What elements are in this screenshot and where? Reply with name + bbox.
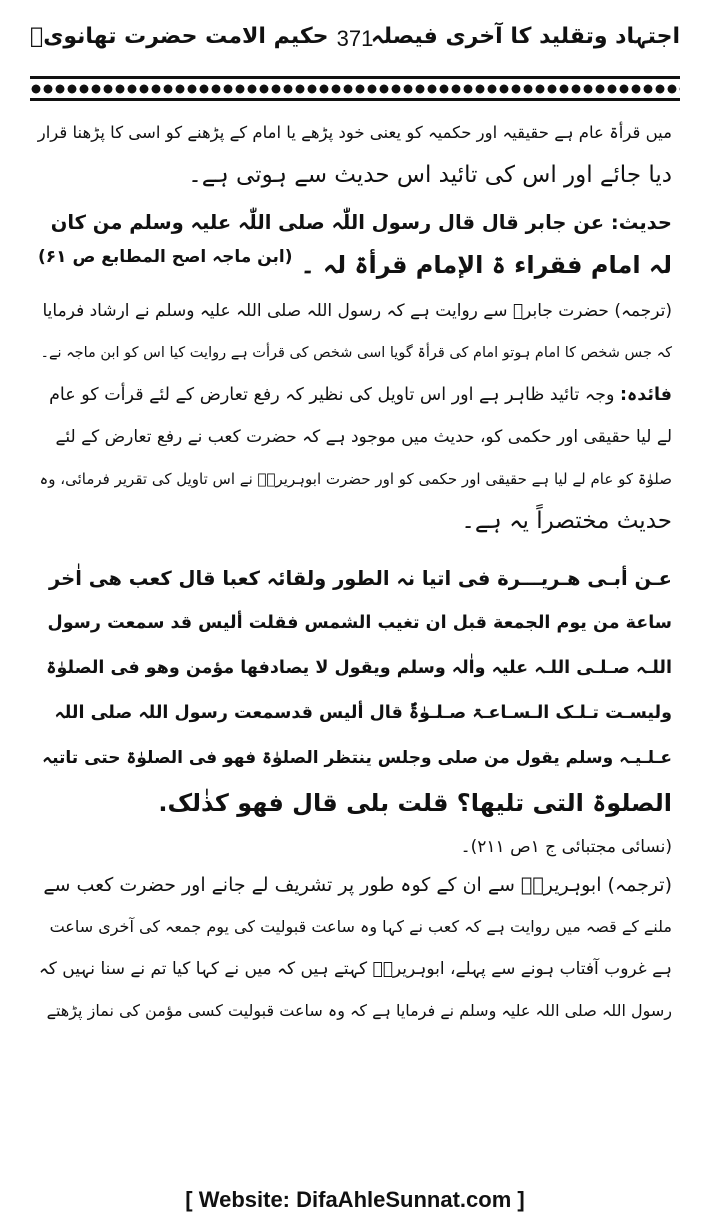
hadith-line: الصلوۃ التی تلیھا؟ قلت بلی قال فھو کذٰلک. bbox=[158, 789, 672, 817]
hadith-text: عن جابر قال قال رسول اللّٰہ صلی اللّٰہ علیہ وسلم من کان bbox=[50, 211, 605, 234]
website-footer: [ Website: DifaAhleSunnat.com ] bbox=[185, 1187, 525, 1212]
hadith-line: عـن أبـی هـریـــرة فی اتیا نہ الطور ولقائہ کعبا قال کعب ھی اٰخر bbox=[49, 567, 672, 590]
hadith-line: ولیسـت تـلـک الـسـاعـۃ صـلـوٰۃٌ قال ألیس قدسمعت رسول اللہ صلی اللہ bbox=[54, 703, 672, 723]
hadith-reference: (نسائی مجتبائی ج ۱ص ۲۱۱)۔ bbox=[460, 837, 672, 857]
text-line: ملنے کے قصہ میں روایت ہے کہ کعب نے کہا وہ ساعت قبولیت کی یوم جمعہ کی آخری ساعت bbox=[49, 917, 672, 936]
chapter-title: اجتہاد وتقلید کا آخری فیصلہ bbox=[370, 24, 680, 49]
hadith-label: حدیث: bbox=[610, 211, 672, 234]
header-ornament-divider bbox=[30, 76, 680, 102]
text-line: کہ جس شخص کا امام ہوتو امام کی قرأۃ گویا اسی شخص کی قرأت ہے روایت کیا اس کو ابن ماجہ نے۔ bbox=[40, 345, 672, 361]
hadith-line: عـلـیـہ وسلم یقول من صلی وجلس ینتظر الصلوٰۃ فھو فی الصلوٰۃ حتی تاتیہ bbox=[42, 748, 672, 768]
hadith-line: ساعة من یوم الجمعة قبل ان تغیب الشمس فقلت ألیس قد سمعت رسول bbox=[47, 613, 672, 633]
hadith-reference: (ابن ماجہ اصح المطابع ص ۶۱) bbox=[38, 247, 293, 267]
faida-line bbox=[38, 374, 672, 416]
page-body bbox=[38, 112, 672, 1032]
text-line: (ترجمہ) حضرت جابرؓ سے روایت ہے کہ رسول اللہ صلی اللہ علیہ وسلم نے ارشاد فرمایا bbox=[42, 301, 672, 321]
text-line: میں قرأۃ عام ہے حقیقیہ اور حکمیہ کو یعنی خود پڑھے یا امام کے پڑھنے کو اسی کا پڑھنا قرار bbox=[37, 123, 672, 142]
text-line: ہے غروب آفتاب ہونے سے پہلے، ابوہریرہؓ کہتے ہیں کہ میں نے کہا کیا تم نے سنا نہیں کہ bbox=[38, 959, 672, 979]
hadith-text: لہ امام فقراء ۃ الإمام قرأۃ لہ ۔ bbox=[300, 251, 672, 279]
page-number: 371 bbox=[336, 26, 374, 51]
hadith-line: اللـہ صـلـی اللـہ علیہ واٰلہ وسلم ویقول لا یصادفھا مؤمن وھو فی الصلوٰۃ bbox=[46, 658, 672, 678]
text-line: دیا جائے اور اس کی تائید اس حدیث سے ہوتی ہے۔ bbox=[188, 162, 672, 188]
hadith-line bbox=[38, 244, 672, 286]
faida-label: فائدہ: bbox=[620, 385, 672, 405]
faida-text: وجہ تائید ظاہر ہے اور اس تاویل کی نظیر کہ رفع تعارض کے لئے قرأت کو عام bbox=[49, 385, 615, 405]
text-line: لے لیا حقیقی اور حکمی کو، حدیث میں موجود ہے کہ حضرت کعب نے رفع تعارض کے لئے bbox=[55, 427, 672, 447]
page-header bbox=[30, 10, 680, 62]
text-line: حدیث مختصراً یہ ہے۔ bbox=[461, 508, 672, 534]
text-line: رسول اللہ صلی اللہ علیہ وسلم نے فرمایا ہے کہ وہ ساعت قبولیت کسی مؤمن کی نماز پڑھتے bbox=[46, 1001, 672, 1020]
text-line: صلوٰۃ کو عام لے لیا ہے حقیقی اور حکمی کو اور حضرت ابوہریرہؓ نے اس تاویل کی تقریر فرمائی، وہ bbox=[39, 470, 672, 488]
book-author: حکیم الامت حضرت تھانویؒ bbox=[30, 24, 329, 49]
text-line: (ترجمہ) ابوہریرہؓ سے ان کے کوہ طور پر تشریف لے جانے اور حضرت کعب سے bbox=[43, 874, 672, 896]
